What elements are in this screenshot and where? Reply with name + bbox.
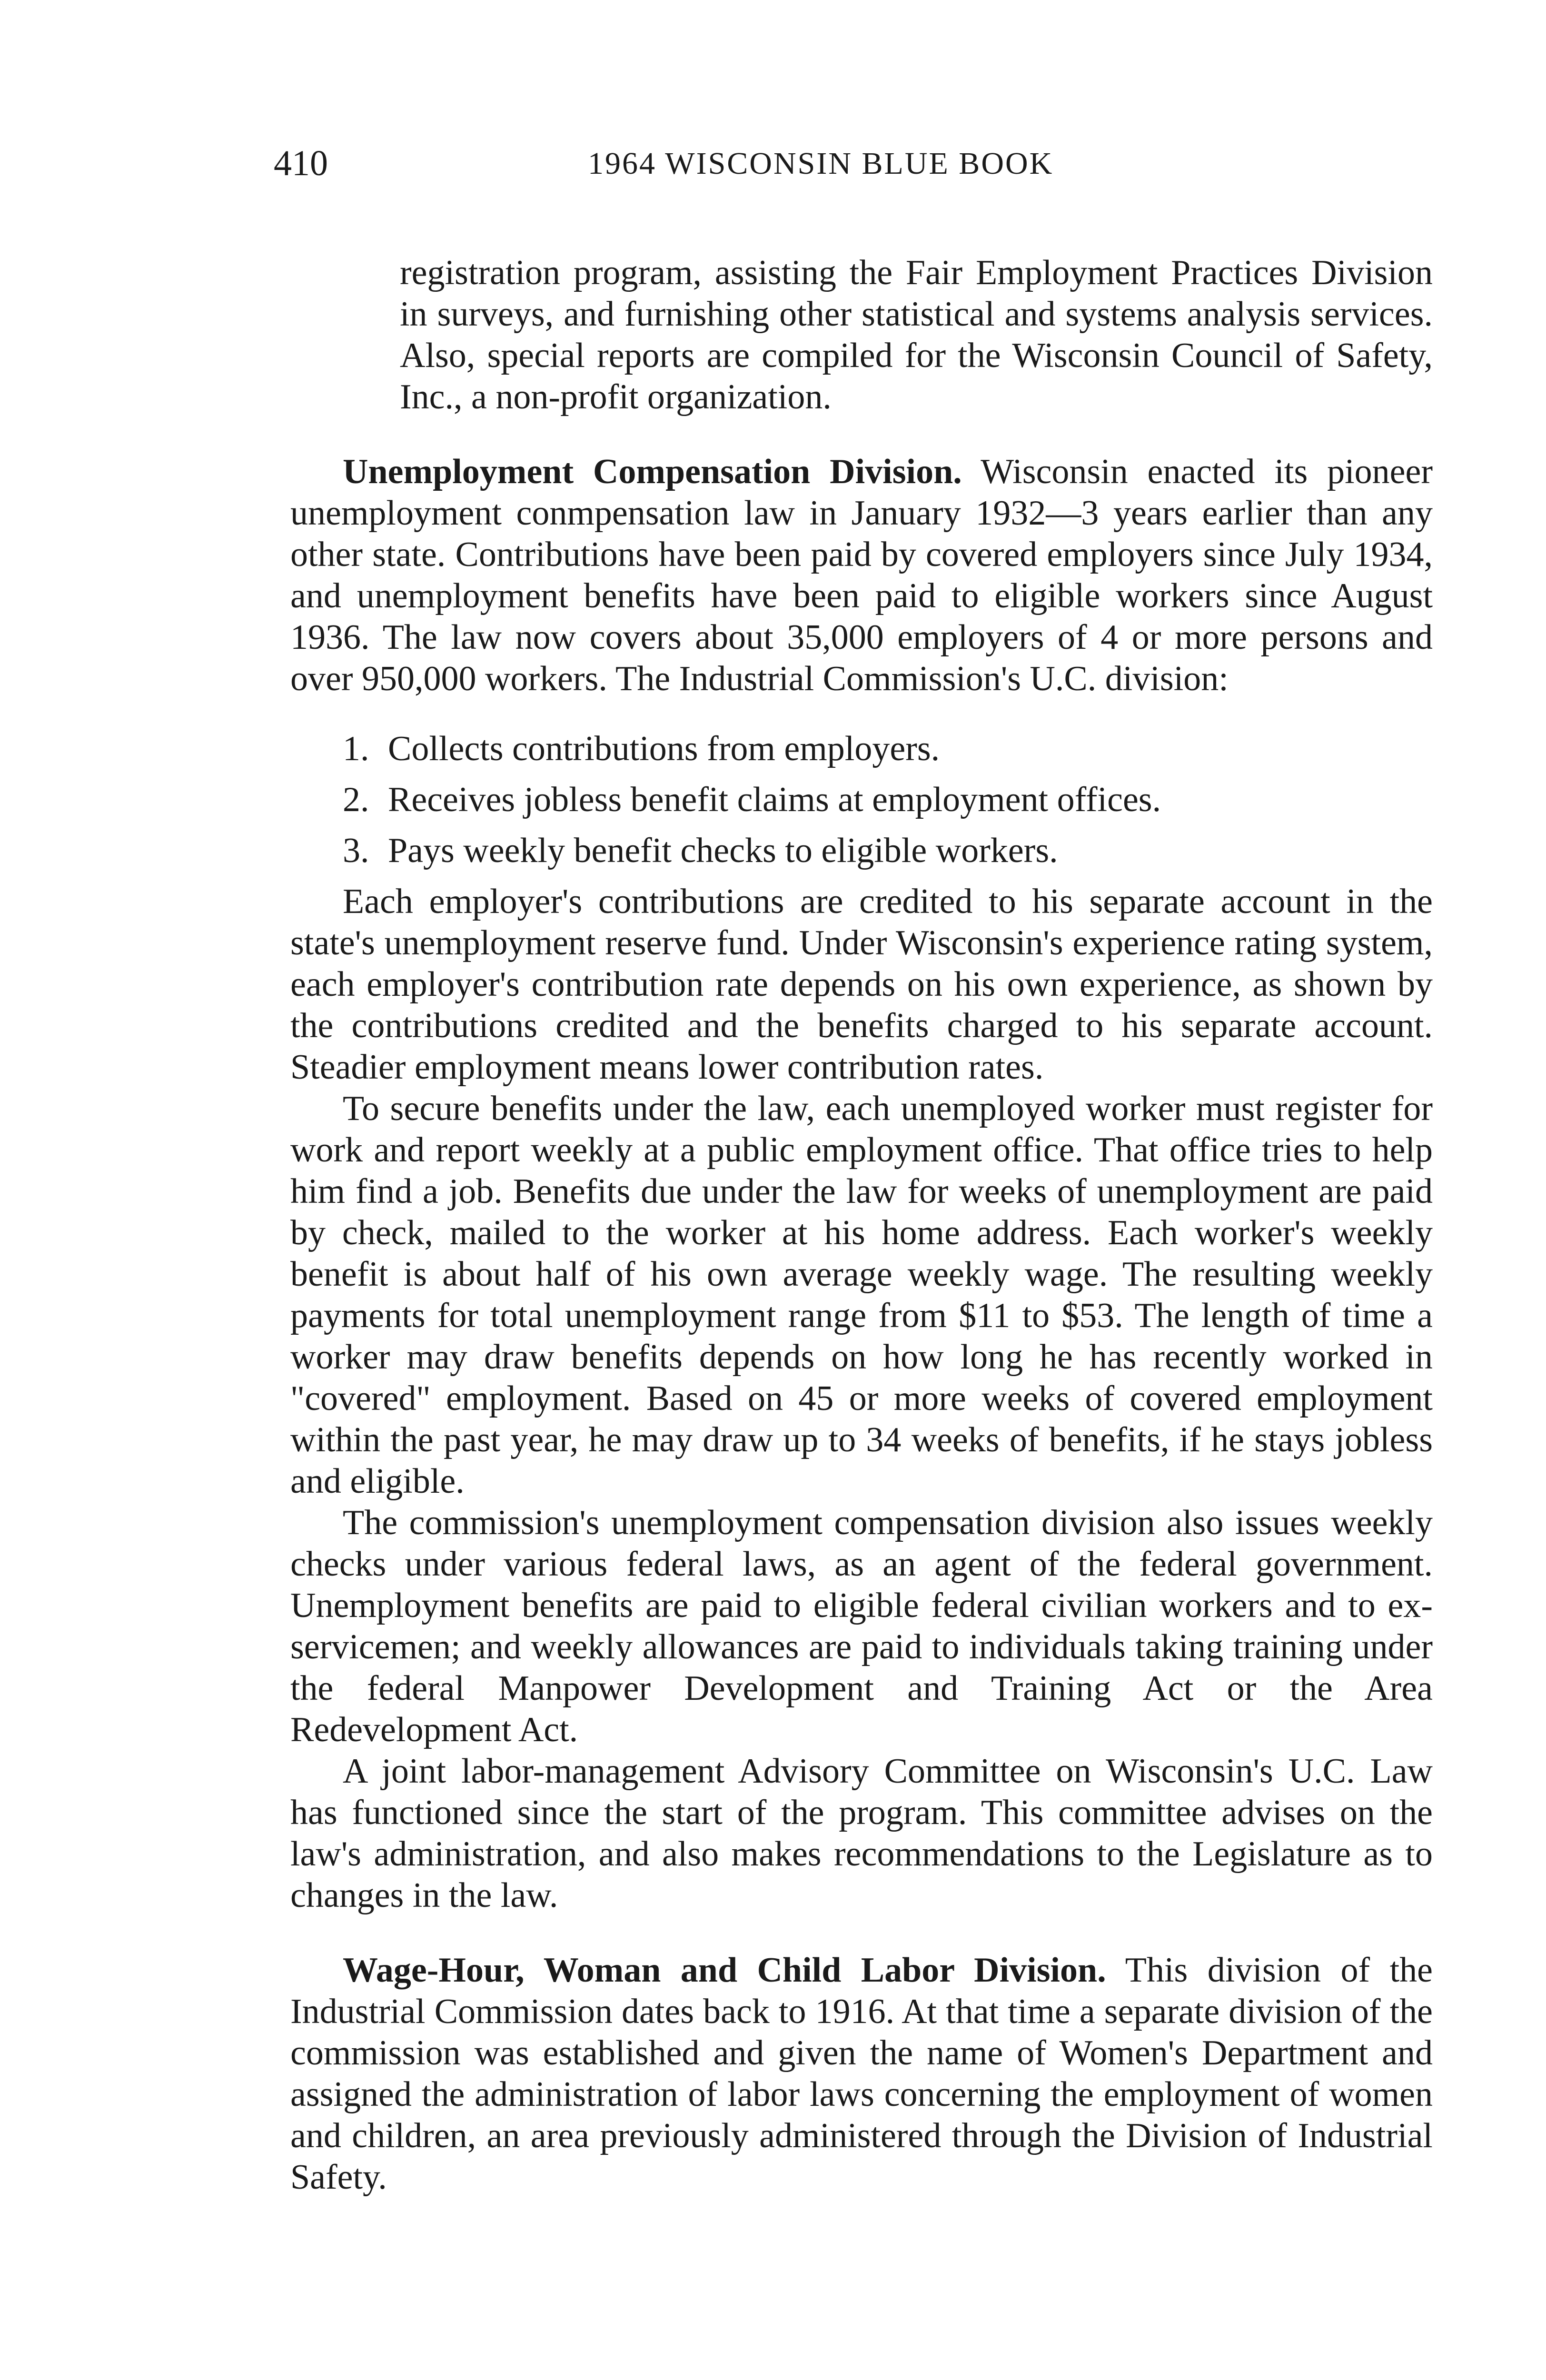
list-text: Receives jobless benefit claims at employment offices. bbox=[388, 780, 1161, 819]
page-body bbox=[290, 252, 1433, 2198]
paragraph: The commission's unemployment compensation division also issues weekly checks under various federal laws, as an agent of the federal government. Unemployment benefits are paid to eligible federal civilian workers and to ex-servicemen; and weekly allowances are paid to individuals taking training under the federal Manpower Development and Training Act or the Area Redevelopment Act. bbox=[290, 1503, 1433, 1749]
continued-paragraph: registration program, assisting the Fair Employment Practices Division in surveys, and furnishing other statistical and systems analysis services. Also, special reports are compiled for the Wisconsin Council of Safety, Inc., a non-profit organization. bbox=[400, 253, 1433, 416]
section-heading: Wage-Hour, Woman and Child Labor Division. bbox=[343, 1951, 1106, 1990]
list-number: 3. bbox=[343, 831, 369, 870]
list-item bbox=[343, 779, 1433, 821]
page-number: 410 bbox=[274, 143, 328, 183]
list-item bbox=[343, 728, 1433, 770]
list-number: 1. bbox=[343, 729, 369, 768]
section-text: Wisconsin enacted its pioneer unemployment conmpensation law in January 1932—3 years earlier than any other state. Contributions have been paid by covered employers since July 1934, and unemployment benefits have been paid to eligible workers since August 1936. The law now covers about 35,000 employers of 4 or more persons and over 950,000 workers. The Industrial Commission's U.C. division: bbox=[290, 452, 1433, 698]
paragraph: A joint labor-management Advisory Committee on Wisconsin's U.C. Law has functioned since the start of the program. This committee advises on the law's administration, and also makes recommendations to the Legislature as to changes in the law. bbox=[290, 1752, 1433, 1915]
list-text: Pays weekly benefit checks to eligible workers. bbox=[388, 831, 1058, 870]
page-header bbox=[274, 143, 1435, 200]
list-number: 2. bbox=[343, 780, 369, 819]
section-wage-hour bbox=[290, 1950, 1433, 2198]
section-heading: Unemployment Compensation Division. bbox=[343, 452, 962, 491]
paragraph: To secure benefits under the law, each unemployed worker must register for work and report weekly at a public employment office. That office tries to help him find a job. Benefits due under the law for weeks of unemployment are paid by check, mailed to the worker at his home address. Each worker's weekly benefit is about half of his own average weekly wage. The resulting weekly payments for total unemployment range from $11 to $53. The length of time a worker may draw benefits depends on how long he has recently worked in "covered" employment. Based on 45 or more weeks of covered employment within the past year, he may draw up to 34 weeks of benefits, if he stays jobless and eligible. bbox=[290, 1089, 1433, 1501]
running-title: 1964 WISCONSIN BLUE BOOK bbox=[588, 146, 1054, 181]
paragraph: Each employer's contributions are credited to his separate account in the state's unemployment reserve fund. Under Wisconsin's experience rating system, each employer's contribution rate depends on his own experience, as shown by the contributions credited and the benefits charged to his separate account. Steadier employment means lower contribution rates. bbox=[290, 882, 1433, 1087]
list-item bbox=[343, 830, 1433, 872]
section-unemployment-compensation bbox=[290, 451, 1433, 700]
list-text: Collects contributions from employers. bbox=[388, 729, 940, 768]
section-text: This division of the Industrial Commission dates back to 1916. At that time a separate division of the commission was established and given the name of Women's Department and assigned the administration of labor laws concerning the employment of women and children, an area previously administered through the Division of Industrial Safety. bbox=[290, 1951, 1433, 2197]
duties-list bbox=[290, 728, 1433, 872]
